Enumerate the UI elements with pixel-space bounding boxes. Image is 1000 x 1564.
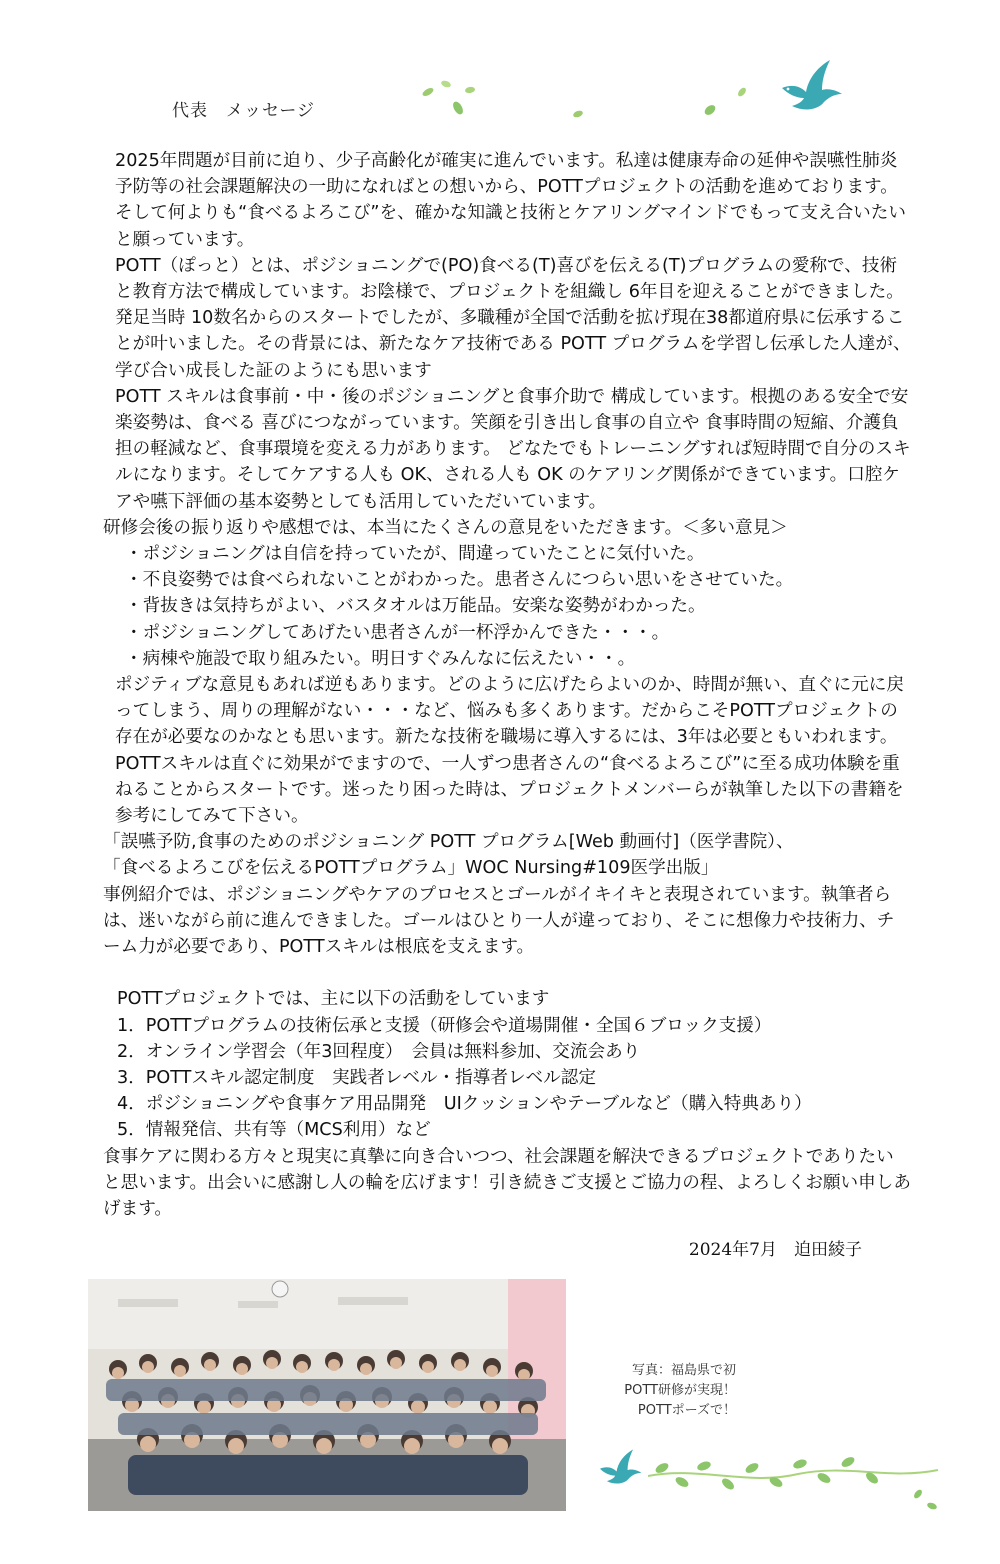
book-reference: 「誤嚥予防,食事のためのポジショニング POTT プログラム[Web 動画付]（医学書院）、 bbox=[103, 832, 794, 853]
message-body bbox=[103, 148, 911, 1222]
leaf-icon bbox=[792, 1458, 808, 1470]
leaf-icon bbox=[816, 1471, 832, 1485]
group-photo bbox=[88, 1279, 566, 1511]
activity-item: 1．POTTプログラムの技術伝承と支援（研修会や道場開催・全国６ブロック支援） bbox=[117, 1015, 772, 1036]
activities-intro: POTTプロジェクトでは、主に以下の活動をしています bbox=[117, 989, 550, 1010]
leaf-icon bbox=[840, 1455, 856, 1469]
paragraph: 2025年問題が目前に迫り、少子高齢化が確実に進んでいます。私達は健康寿命の延伸や誤嚥性肺炎予防等の社会課題解決の一助になればとの想いから、POTTプロジェクトの活動を進めております。そして何よりも“食べるよろこび”を、確かな知識と技術とケアリングマインドでもって支え合いたいと願っています。 bbox=[115, 151, 906, 250]
activity-item: 4．ポジショニングや食事ケア用品開発 UIクッションやテーブルなど（購入特典あり） bbox=[117, 1094, 812, 1115]
paragraph: ポジティブな意見もあれば逆もあります。どのように広げたらよいのか、時間が無い、直ぐに元に戻ってしまう、周りの理解がない・・・など、悩みも多くあります。だからこそPOTTプロジェクトの存在が必要なのかなとも思います。新たな技術を職場に導入するには、3年は必要ともいわれます。POTTスキルは直ぐに効果がでますので、一人ずつ患者さんの“食べるよろこび”に至る成功体験を重ねることからスタートです。迷ったり困った時は、プロジェクトメンバーらが執筆した以下の書籍を参考にしてみて下さい。 bbox=[115, 675, 904, 827]
signature: 2024年7月 迫田綾子 bbox=[688, 1240, 862, 1260]
leaf-icon bbox=[440, 79, 451, 88]
activity-item: 2．オンライン学習会（年3回程度） 会員は無料参加、交流会あり bbox=[117, 1041, 641, 1062]
opinion-item: ・不良姿勢では食べられないことがわかった。患者さんにつらい思いをさせていた。 bbox=[125, 570, 794, 591]
paragraph: POTT スキルは食事前・中・後のポジショニングと食事介助で 構成しています。根拠のある安全で安楽姿勢は、食べる 喜びにつながっています。笑顔を引き出し食事の自立や 食事時間の短縮、介護負担の軽減など、食事環境を変える力があります。 どなたでもトレーニングすれば短時間で自分のスキ ルになります。そしてケアする人も OK、される人も OK のケアリング関係ができています。口腔ケアや嚥下評価の基本姿勢としても活用していただいています。 bbox=[115, 386, 911, 512]
page-title: 代表 メッセージ bbox=[172, 101, 315, 121]
paragraph: 事例紹介では、ポジショニングやケアのプロセスとゴールがイキイキと表現されています。執筆者らは、迷いながら前に進んできました。ゴールはひとり一人が違っており、そこに想像力や技術力、チーム力が必要であり、POTTスキルは根底を支えます。 bbox=[103, 884, 895, 958]
leaf-icon bbox=[720, 1476, 736, 1491]
book-reference: 「食べるよろこびを伝えるPOTTプログラム」WOC Nursing#109医学出版」 bbox=[103, 858, 719, 879]
caption-line: POTT研修が実現！ bbox=[624, 1383, 736, 1398]
bird-icon bbox=[596, 1448, 644, 1488]
leaf-icon bbox=[744, 1461, 760, 1475]
activity-item: 3．POTTスキル認定制度 実践者レベル・指導者レベル認定 bbox=[117, 1067, 596, 1088]
vine-decoration bbox=[648, 1446, 948, 1516]
opinion-item: ・病棟や施設で取り組みたい。明日すぐみんなに伝えたい・・。 bbox=[125, 648, 636, 669]
leaf-icon bbox=[736, 86, 747, 98]
paragraph: 研修会後の振り返りや感想では、本当にたくさんの意見をいただきます。＜多い意見＞ bbox=[103, 517, 788, 538]
leaf-icon bbox=[926, 1501, 937, 1510]
leaf-icon bbox=[696, 1460, 712, 1472]
opinion-item: ・ポジショニングしてあげたい患者さんが一杯浮かんできた・・・。 bbox=[125, 622, 670, 643]
leaf-icon bbox=[674, 1475, 690, 1489]
caption-line: POTTポーズで！ bbox=[637, 1403, 736, 1418]
bird-icon bbox=[778, 58, 844, 116]
closing-paragraph: 食事ケアに関わる方々と現実に真摯に向き合いつつ、社会課題を解決できるプロジェクトでありたいと思います。出会いに感謝し人の輪を広げます！引き続きご支援とご協力の程、よろしくお願い申しあげます。 bbox=[103, 1146, 911, 1219]
leaf-icon bbox=[465, 86, 476, 94]
photo-caption bbox=[616, 1361, 736, 1421]
leaves-decoration-top bbox=[410, 70, 760, 130]
caption-line: 写真：福島県で初 bbox=[631, 1363, 736, 1378]
leaf-icon bbox=[703, 103, 717, 117]
activity-item: 5．情報発信、共有等（MCS利用）など bbox=[117, 1120, 431, 1141]
leaf-icon bbox=[912, 1488, 923, 1500]
opinion-item: ・背抜きは気持ちがよい、バスタオルは万能品。安楽な姿勢がわかった。 bbox=[125, 596, 706, 617]
opinion-item: ・ポジショニングは自信を持っていたが、間違っていたことに気付いた。 bbox=[125, 544, 705, 565]
leaf-icon bbox=[451, 100, 465, 116]
leaf-icon bbox=[572, 109, 583, 118]
leaf-icon bbox=[421, 86, 434, 97]
paragraph: POTT（ぽっと）とは、ポジショニングで(PO)食べる(T)喜びを伝える(T)プログラムの愛称で、技術と教育方法で構成しています。お陰様で、プロジェクトを組織し 6年目を迎えることができました。発足当時 10数名からのスタートでしたが、多職種が全国で活動を拡げ現在38都道府県に伝承することが叶いました。その背景には、新たなケア技術である POTT プログラムを学習し伝承した人達が、学び合い成長した証のようにも思います bbox=[115, 255, 911, 381]
